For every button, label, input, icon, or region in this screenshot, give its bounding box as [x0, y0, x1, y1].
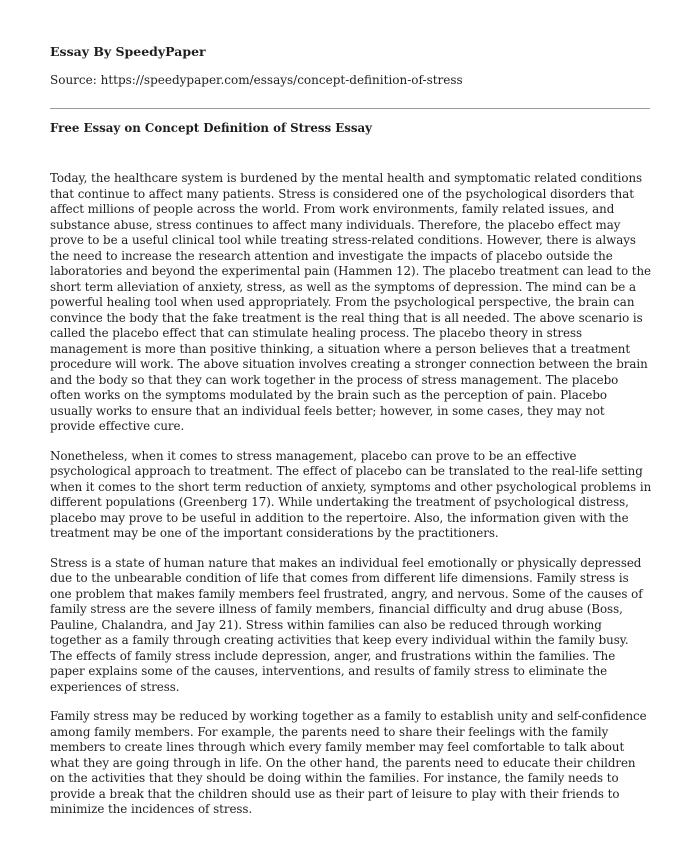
- essay-body: [50, 171, 652, 832]
- essay-title: Free Essay on Concept Definition of Stress Essay: [50, 121, 373, 135]
- source-line: Source: https://speedypaper.com/essays/concept-definition-of-stress: [50, 73, 463, 87]
- essay-paragraph: Today, the healthcare system is burdened by the mental health and symptomatic related conditions that continue to affect many patients. Stress is considered one of the psychological disorders that affect millions of people across the world. From work environments, family related issues, and substance abuse, stress continues to affect many individuals. Therefore, the placebo effect may prove to be a useful clinical tool while treating stress-related conditions. However, there is always the need to increase the research attention and investigate the impacts of placebo outside the laboratories and beyond the experimental pain (Hammen 12). The placebo treatment can lead to the short term alleviation of anxiety, stress, as well as the symptoms of depression. The mind can be a powerful healing tool when used appropriately. From the psychological perspective, the brain can convince the body that the fake treatment is the real thing that is all needed. The above scenario is called the placebo effect that can stimulate healing process. The placebo theory in stress management is more than positive thinking, a situation where a person believes that a treatment procedure will work. The above situation involves creating a stronger connection between the brain and the body so that they can work together in the process of stress management. The placebo often works on the symptoms modulated by the brain such as the perception of pain. Placebo usually works to ensure that an individual feels better; however, in some cases, they may not provide effective cure.: [50, 171, 651, 433]
- essay-paragraph: Family stress may be reduced by working together as a family to establish unity and self-confidence among family members. For example, the parents need to share their feelings with the family members to create lines through which every family member may feel comfortable to talk about what they are going through in life. On the other hand, the parents need to educate their children on the activities that they should be doing within the families. For instance, the family needs to provide a break that the children should use as their part of leisure to play with their friends to minimize the incidences of stress.: [50, 709, 647, 816]
- essay-paragraph: Stress is a state of human nature that makes an individual feel emotionally or physically depressed due to the unbearable condition of life that comes from different life dimensions. Family stress is one problem that makes family members feel frustrated, angry, and nervous. Some of the causes of family stress are the severe illness of family members, financial difficulty and drug abuse (Boss, Pauline, Chalandra, and Jay 21). Stress within families can also be reduced through working together as a family through creating activities that keep every individual within the family busy. The effects of family stress include depression, anger, and frustrations within the families. The paper explains some of the causes, interventions, and results of family stress to eliminate the experiences of stress.: [50, 555, 643, 694]
- site-title: Essay By SpeedyPaper: [50, 44, 206, 59]
- header-divider: [50, 108, 650, 109]
- essay-paragraph: Nonetheless, when it comes to stress management, placebo can prove to be an effective psychological approach to treatment. The effect of placebo can be translated to the real-life setting when it comes to the short term reduction of anxiety, symptoms and other psychological problems in different populations (Greenberg 17). While undertaking the treatment of psychological distress, placebo may prove to be useful in addition to the repertoire. Also, the information given with the treatment may be one of the important considerations by the practitioners.: [50, 448, 652, 540]
